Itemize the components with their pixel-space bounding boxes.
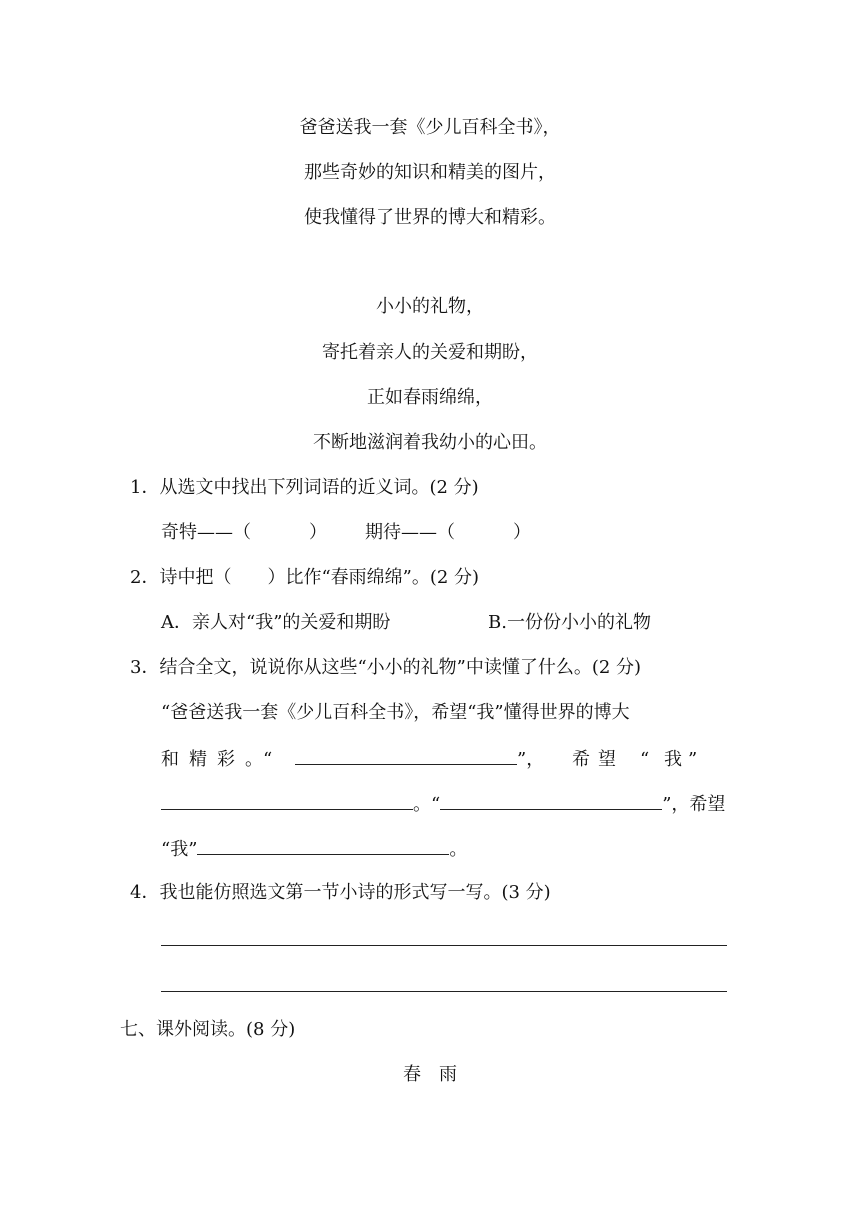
punctuation: ”，希望 xyxy=(662,794,726,815)
question-3 xyxy=(130,656,641,680)
spaced-char: 望 xyxy=(598,749,616,770)
spaced-char: 希 xyxy=(572,749,590,770)
spaced-char: 和 xyxy=(161,749,179,770)
punctuation: 。“ xyxy=(413,794,441,815)
question-number: 2． xyxy=(130,567,160,588)
poem-line: 爸爸送我一套《少儿百科全书》， xyxy=(299,117,561,138)
writing-line[interactable] xyxy=(161,945,727,946)
question-number: 1． xyxy=(130,477,160,498)
option-a[interactable]: A．亲人对“我”的关爱和期盼 xyxy=(161,612,391,633)
bracket-close: ） xyxy=(513,522,531,543)
question-number: 4． xyxy=(130,882,160,903)
spaced-char: “ xyxy=(640,749,650,770)
poem-line: 寄托着亲人的关爱和期盼， xyxy=(322,342,538,363)
question-2 xyxy=(130,566,479,590)
answer-line xyxy=(161,791,725,817)
answer-blank[interactable] xyxy=(295,746,517,765)
question-text: 诗中把（ ）比作“春雨绵绵”。(2 分) xyxy=(159,567,480,588)
question-number: 3． xyxy=(130,657,160,678)
spaced-char: 精 xyxy=(189,749,207,770)
punctuation: 。 xyxy=(449,839,468,860)
spaced-char: ” xyxy=(688,749,698,770)
answer-blank[interactable] xyxy=(161,791,413,810)
passage-title: 春 雨 xyxy=(403,1064,457,1085)
punctuation: ”， xyxy=(517,749,545,770)
question-4 xyxy=(130,881,551,905)
question-1-items xyxy=(161,521,531,545)
section-heading: 七、课外阅读。(8 分) xyxy=(120,1019,296,1040)
answer-line: “爸爸送我一套《少儿百科全书》，希望“我”懂得世界的博大 xyxy=(161,702,630,723)
synonym-item-1: 奇特——（ xyxy=(161,522,251,543)
spaced-char: 彩 xyxy=(217,749,235,770)
answer-blank[interactable] xyxy=(440,791,662,810)
answer-line xyxy=(161,746,708,772)
answer-blank[interactable] xyxy=(197,836,449,855)
question-text: 从选文中找出下列词语的近义词。(2 分) xyxy=(159,477,479,498)
spaced-char: 。“ xyxy=(245,749,273,770)
spaced-char: 我 xyxy=(664,749,682,770)
bracket-close: ） xyxy=(309,522,327,543)
poem-line: 使我懂得了世界的博大和精彩。 xyxy=(304,207,556,228)
option-b[interactable]: B.一份份小小的礼物 xyxy=(488,612,651,633)
question-text: 结合全文，说说你从这些“小小的礼物”中读懂了什么。(2 分) xyxy=(159,657,642,678)
answer-line xyxy=(161,836,467,862)
question-text: 我也能仿照选文第一节小诗的形式写一写。(3 分) xyxy=(159,882,551,903)
poem-line: 那些奇妙的知识和精美的图片， xyxy=(304,162,556,183)
poem-line: 正如春雨绵绵， xyxy=(367,387,493,408)
poem-line: 小小的礼物， xyxy=(376,296,484,317)
question-1 xyxy=(130,476,479,500)
poem-line: 不断地滋润着我幼小的心田。 xyxy=(313,432,547,453)
synonym-item-2: 期待——（ xyxy=(365,522,455,543)
quoted-word: “我” xyxy=(161,839,198,860)
writing-line[interactable] xyxy=(161,991,727,992)
